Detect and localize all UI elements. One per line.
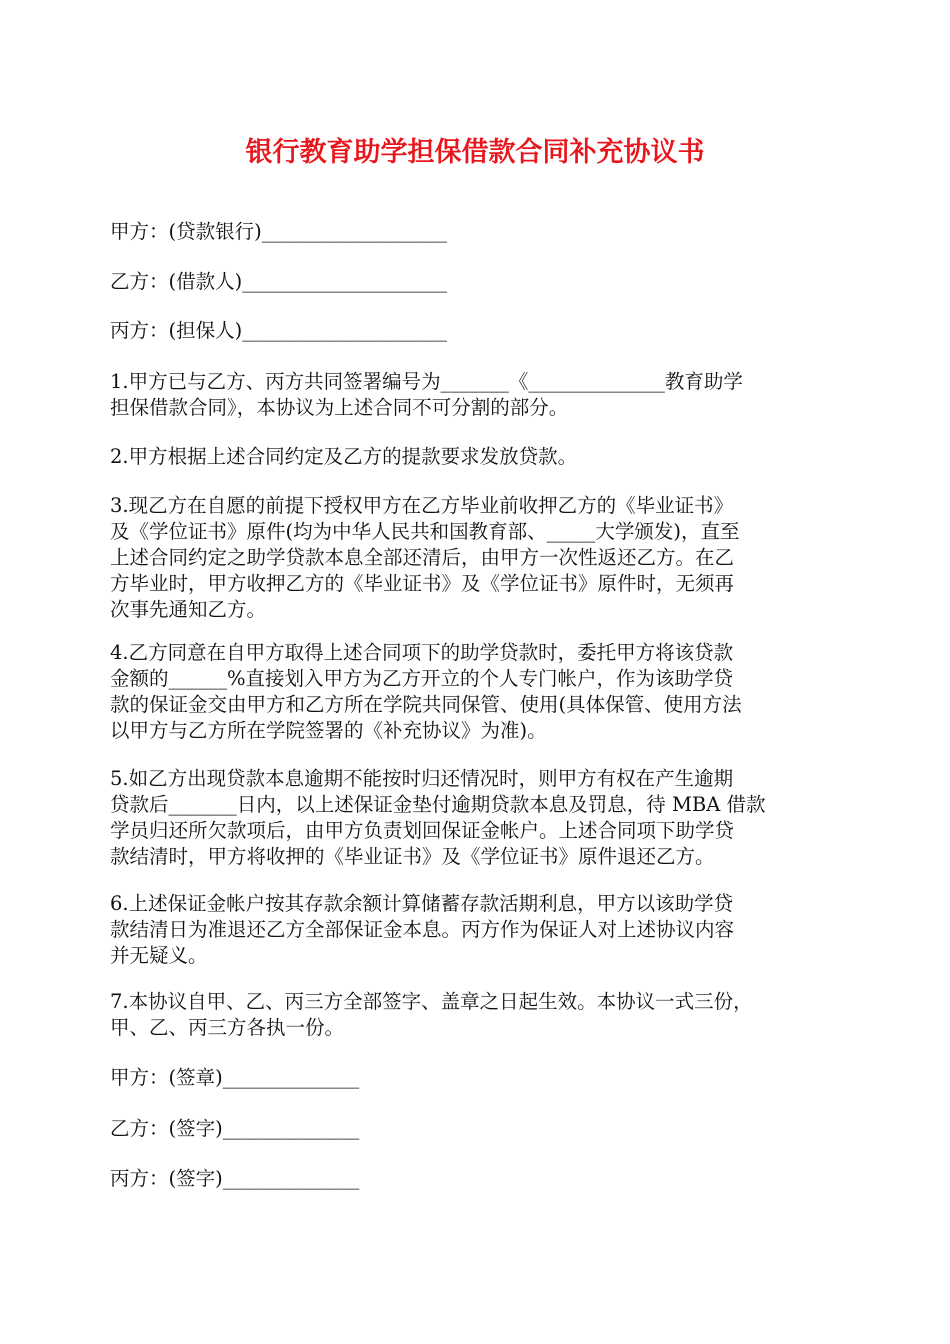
signature-party-c: 丙方：(签字)______________: [110, 1167, 360, 1190]
clause-line: 款结清时，甲方将收押的《毕业证书》及《学位证书》原件退还乙方。: [110, 845, 715, 868]
clause-line: 7.本协议自甲、乙、丙三方全部签字、盖章之日起生效。本协议一式三份，: [110, 990, 753, 1013]
clause-7: [110, 989, 852, 1041]
clause-line: 4.乙方同意在自甲方取得上述合同项下的助学贷款时，委托甲方将该贷款: [110, 641, 734, 664]
clause-4: [110, 640, 852, 744]
clause-line: 次事先通知乙方。: [110, 598, 267, 621]
party-c-line: 丙方：(担保人)_____________________: [110, 319, 447, 342]
clause-line: 3.现乙方在自愿的前提下授权甲方在乙方毕业前收押乙方的《毕业证书》: [110, 494, 734, 517]
clause-line: 学员归还所欠款项后，由甲方负责划回保证金帐户。上述合同项下助学贷: [110, 819, 735, 842]
clause-line: 6.上述保证金帐户按其存款余额计算储蓄存款活期利息，甲方以该助学贷: [110, 892, 734, 915]
clause-line: 上述合同约定之助学贷款本息全部还清后，由甲方一次性返还乙方。在乙: [110, 546, 735, 569]
clause-line: 2.甲方根据上述合同约定及乙方的提款要求发放贷款。: [110, 445, 578, 468]
clause-line: 5.如乙方出现贷款本息逾期不能按时归还情况时，则甲方有权在产生逾期: [110, 767, 734, 790]
document-title: 银行教育助学担保借款合同补充协议书: [245, 137, 705, 168]
clause-line: 甲、乙、丙三方各执一份。: [110, 1016, 345, 1039]
clause-line: 款的保证金交由甲方和乙方所在学院共同保管、使用(具体保管、使用方法: [110, 693, 742, 716]
party-b-line: 乙方：(借款人)_____________________: [110, 270, 447, 293]
clause-line: 贷款后_______日内，以上述保证金垫付逾期贷款本息及罚息，待 MBA 借款: [110, 793, 766, 816]
clause-2: [110, 444, 852, 470]
clause-line: 以甲方与乙方所在学院签署的《补充协议》为准)。: [110, 719, 547, 742]
clause-line: 并无疑义。: [110, 944, 208, 967]
clause-line: 及《学位证书》原件(均为中华人民共和国教育部、_____大学颁发)，直至: [110, 520, 740, 543]
clause-line: 1.甲方已与乙方、丙方共同签署编号为_______《______________教育助学: [110, 370, 743, 393]
clause-line: 担保借款合同》，本协议为上述合同不可分割的部分。: [110, 396, 569, 419]
clause-line: 金额的______%直接划入甲方为乙方开立的个人专门帐户，作为该助学贷: [110, 667, 734, 690]
signature-party-b: 乙方：(签字)______________: [110, 1117, 360, 1140]
party-a-line: 甲方：(贷款银行)___________________: [110, 220, 447, 243]
clause-line: 方毕业时，甲方收押乙方的《毕业证书》及《学位证书》原件时，无须再: [110, 572, 735, 595]
clause-6: [110, 891, 852, 969]
signature-party-a: 甲方：(签章)______________: [110, 1066, 360, 1089]
clause-3: [110, 493, 852, 623]
clause-5: [110, 766, 852, 870]
clause-line: 款结清日为准退还乙方全部保证金本息。丙方作为保证人对上述协议内容: [110, 918, 735, 941]
clause-1: [110, 369, 852, 421]
